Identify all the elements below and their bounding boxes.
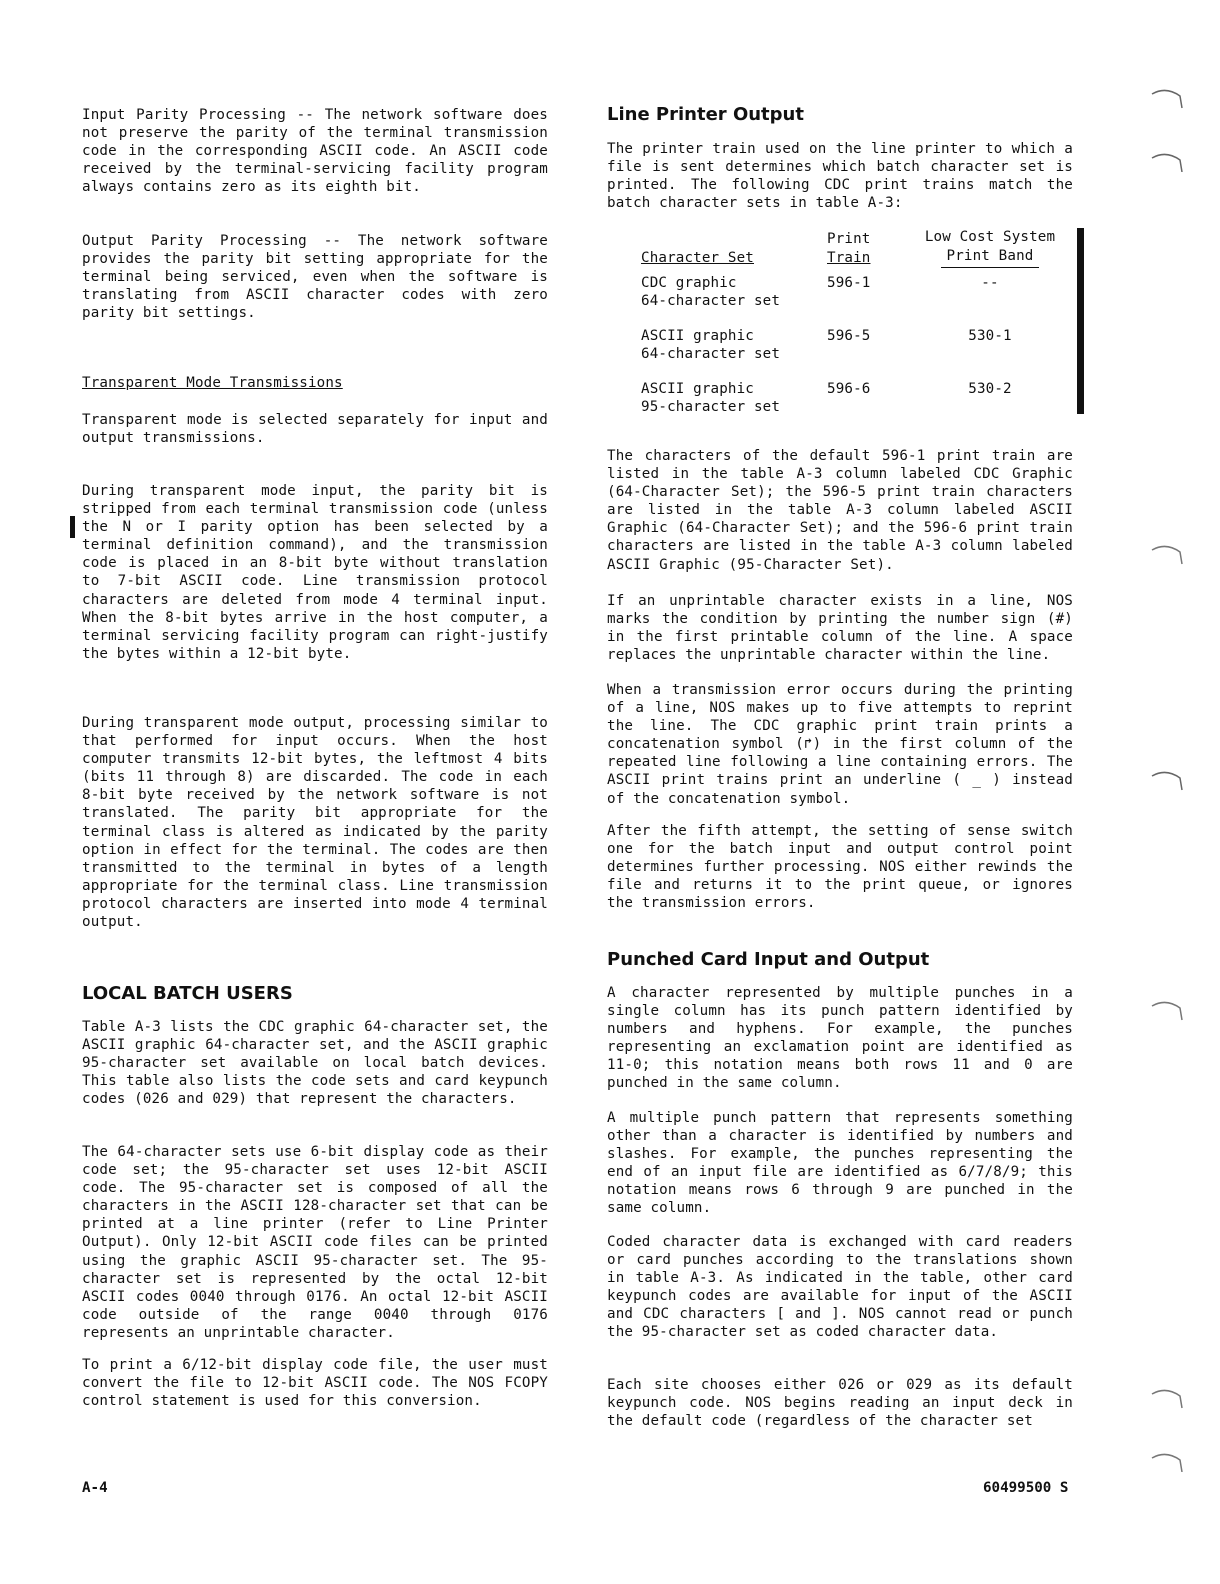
local-batch-paragraph-3: To print a 6/12-bit display code file, the user must convert the file to 12-bit ASCII code. The NOS FCOPY control statement is used for this conversion.	[82, 1357, 548, 1410]
header-character-set: Character Set	[641, 250, 754, 266]
cell-character-set: ASCII graphic 95-character set	[641, 381, 781, 415]
punched-card-paragraph-1: A character represented by multiple punches in a single column has its punch pattern identified by numbers and hyphens. For example, the punches representing an exclamation point are identified as 11-0; this notation means both rows 11 and 0 are punched in the same column.	[607, 985, 1073, 1092]
punched-card-paragraph-4: Each site chooses either 026 or 029 as its default keypunch code. NOS begins reading an input deck in the default code (regardless of the character set	[607, 1377, 1073, 1430]
punched-card-paragraph-2: A multiple punch pattern that represents something other than a character is identified by numbers and slashes. For example, the punches representing the end of an input file are identified as 6/7/8/9; this notation means rows 6 through 9 are punched in the same column.	[607, 1110, 1073, 1217]
input-parity-paragraph: Input Parity Processing -- The network software does not preserve the parity of the terminal transmission code in the corresponding ASCII code. An ASCII code received by the terminal-servicing facility program always contains zero as its eighth bit.	[82, 107, 548, 196]
transparent-input-paragraph: During transparent mode input, the parity bit is stripped from each terminal transmission code (unless the N or I parity option has been selected by a terminal definition command), and the transmission code is placed in an 8-bit byte without translation to 7-bit ASCII code. Line transmission protocol characters are deleted from mode 4 terminal input. When the 8-bit bytes arrive in the host computer, a terminal servicing facility program can right-justify the bytes within a 12-bit byte.	[82, 483, 548, 662]
line-printer-paragraph-5: After the fifth attempt, the setting of sense switch one for the batch input and output control point determines further processing. NOS either rewinds the file and returns it to the print queue, or ignores the transmission errors.	[607, 823, 1073, 912]
table-row	[607, 380, 1067, 433]
binder-hole-icon	[1150, 84, 1184, 110]
document-number: 60499500 S	[983, 1480, 1069, 1496]
binder-hole-icon	[1150, 146, 1184, 172]
page-number: A-4	[82, 1480, 108, 1496]
cell-print-train: 596-1	[827, 275, 871, 291]
transparent-mode-heading: Transparent Mode Transmissions	[82, 375, 343, 391]
binder-hole-icon	[1150, 1384, 1184, 1410]
print-train-table	[607, 228, 1067, 433]
line-printer-heading: Line Printer Output	[607, 104, 804, 125]
transparent-intro-paragraph: Transparent mode is selected separately for input and output transmissions.	[82, 412, 548, 447]
header-print-train: Print Train	[827, 231, 871, 266]
header-print-band: Low Cost System Print Band	[913, 228, 1067, 274]
cell-print-train: 596-6	[827, 381, 871, 397]
local-batch-paragraph-2: The 64-character sets use 6-bit display code as their code set; the 95-character set uses 12-bit ASCII code. The 95-character set is composed of all the characters in the ASCII 128-character set that can be printed at a line printer (refer to Line Printer Output). Only 12-bit ASCII code files can be printed using the graphic ASCII 95-character set. The 95-character set is represented by the octal 12-bit ASCII codes 0040 through 0176. An octal 12-bit ASCII code outside of the range 0040 through 0176 represents an unprintable character.	[82, 1144, 548, 1341]
change-bar	[70, 516, 75, 538]
line-printer-paragraph-2: The characters of the default 596-1 print train are listed in the table A-3 column labeled CDC Graphic (64-Character Set); the 596-5 print train characters are listed in the table A-3 column labeled ASCII Graphic (64-Character Set); and the 596-6 print train characters are listed in the table A-3 column labeled ASCII Graphic (95-Character Set).	[607, 448, 1073, 573]
table-header-row	[607, 228, 1067, 274]
local-batch-heading: LOCAL BATCH USERS	[82, 983, 293, 1004]
binder-hole-icon	[1150, 540, 1184, 566]
line-printer-paragraph-1: The printer train used on the line printer to which a file is sent determines which batch character set is printed. The following CDC print trains match the batch character sets in table A-3:	[607, 141, 1073, 212]
cell-print-train: 596-5	[827, 328, 871, 344]
transparent-output-paragraph: During transparent mode output, processing similar to that performed for input occurs. When the host computer transmits 12-bit bytes, the leftmost 4 bits (bits 11 through 8) are discarded. The code in each 8-bit byte received by the network software is not translated. The parity bit appropriate for the terminal class is altered as indicated by the parity option in effect for the terminal. The codes are then transmitted to the terminal in bytes of a length appropriate for the terminal class. Line transmission protocol characters are inserted into mode 4 terminal output.	[82, 715, 548, 931]
output-parity-paragraph: Output Parity Processing -- The network software provides the parity bit setting appropriate for the terminal being serviced, even when the software is translating from ASCII character codes with zero parity bit settings.	[82, 233, 548, 322]
cell-print-band: 530-2	[968, 381, 1012, 397]
line-printer-paragraph-4: When a transmission error occurs during the printing of a line, NOS makes up to five attempts to reprint the line. The CDC graphic print train prints a concatenation symbol (↱) in the first column of the repeated line following a line containing errors. The ASCII print trains print an underline ( _ ) instead of the concatenation symbol.	[607, 682, 1073, 807]
binder-hole-icon	[1150, 766, 1184, 792]
binder-hole-icon	[1150, 996, 1184, 1022]
local-batch-paragraph-1: Table A-3 lists the CDC graphic 64-character set, the ASCII graphic 64-character set, and the ASCII graphic 95-character set available on local batch devices. This table also lists the code sets and card keypunch codes (026 and 029) that represent the characters.	[82, 1019, 548, 1108]
cell-character-set: ASCII graphic 64-character set	[641, 328, 781, 362]
punched-card-heading: Punched Card Input and Output	[607, 949, 930, 970]
line-printer-paragraph-3: If an unprintable character exists in a line, NOS marks the condition by printing the number sign (#) in the first printable column of the line. A space replaces the unprintable character within the line.	[607, 593, 1073, 664]
table-row	[607, 327, 1067, 380]
cell-print-band: 530-1	[968, 328, 1012, 344]
cell-print-band: --	[981, 275, 999, 291]
change-bar	[1077, 228, 1084, 414]
table-row	[607, 274, 1067, 327]
punched-card-paragraph-3: Coded character data is exchanged with card readers or card punches according to the translations shown in table A-3. As indicated in the table, other card keypunch codes are available for input of the ASCII and CDC characters [ and ]. NOS cannot read or punch the 95-character set as coded character data.	[607, 1234, 1073, 1341]
binder-hole-icon	[1150, 1446, 1184, 1472]
cell-character-set: CDC graphic 64-character set	[641, 275, 781, 309]
